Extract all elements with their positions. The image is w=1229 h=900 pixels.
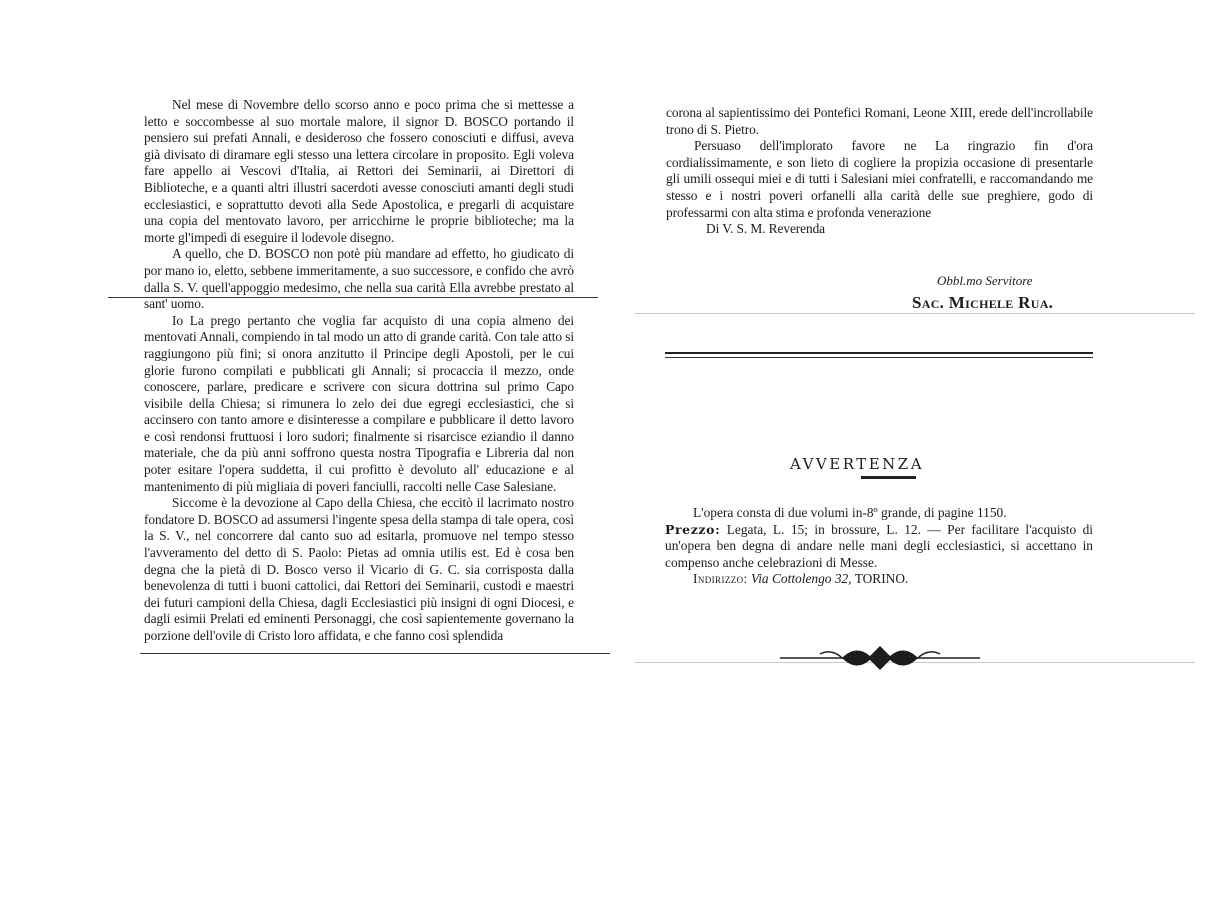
ornament-flourish-icon	[780, 640, 980, 676]
address-line	[665, 571, 1093, 588]
notice-line: L'opera consta di due volumi in-8º grande, di pagine 1150.	[693, 505, 1007, 520]
left-text-column	[144, 97, 574, 645]
fold-crease-line	[140, 653, 610, 654]
double-rule-top	[665, 352, 1093, 354]
address-street: Via Cottolengo 32,	[751, 571, 852, 587]
fold-crease-line	[635, 313, 1195, 314]
right-page	[615, 0, 1229, 900]
paragraph: corona al sapientissimo dei Pontefici Romani, Leone XIII, erede dell'incrollabile trono di S. Pietro.	[666, 105, 1093, 137]
price-line	[665, 522, 1093, 572]
left-page	[0, 0, 614, 900]
paragraph: Persuaso dell'implorato favore ne La ringrazio fin d'ora cordialissimamente, e son lieto di cogliere la propizia occasione di presentarle gli umili ossequi miei e di tutti i Salesiani miei confratelli, e raccomandando me stesso e i nostri poveri orfanelli alla carità delle sue preghiere, godo di professarmi con alta stima e profonda venerazione	[666, 138, 1093, 220]
paragraph: A quello, che D. BOSCO non potè più mandare ad effetto, ho giudicato di por mano io, eletto, sebbene immeritamente, a suo successore, e confido che avrò dalla S. V. quell'appoggio medesimo, che nella sua carità Ella avrebbe prestato al sant' uomo.	[144, 246, 574, 312]
address-city: TORINO.	[854, 571, 909, 587]
address-label: Indirizzo:	[693, 571, 748, 587]
paragraph: Nel mese di Novembre dello scorso anno e poco prima che si mettesse a letto e soccombesse al suo mortale malore, il signor D. BOSCO portando il pensiero sui prefati Annali, e desideroso che fossero conosciuti e diffusi, aveva già divisato di diramare egli stesso una lettera circolare in proposito. Egli voleva fare appello ai Vescovi d'Italia, ai Rettori dei Seminarii, ai Direttori di Biblioteche, e a quanti altri illustri sacerdoti avesse conosciuti amanti degli studi ecclesiastici, e soprattutto devoti alla Sede Apostolica, e pregarli di acquistare una copia del mentovato lavoro, per arricchirne le proprie biblioteche; ma la morte gl'impedì di eseguire il lodevole disegno.	[144, 97, 574, 245]
signoff-title: Obbl.mo Servitore	[937, 273, 1033, 288]
closing-salutation: Di V. S. M. Reverenda	[706, 221, 826, 237]
double-rule-bottom	[665, 357, 1093, 358]
price-text: Legata, L. 15; in brossure, L. 12. — Per facilitare l'acquisto di un'opera ben degna di andare nelle mani degli ecclesiastici, si accettano in compenso anche celebrazioni di Messe.	[665, 521, 1093, 570]
notice-block	[665, 505, 1093, 588]
paragraph: Io La prego pertanto che voglia far acquisto di una copia almeno dei mentovati Annali, compiendo in tal modo un atto di grande carità. Con tale atto si raggiungono più fini; si onora anzitutto il Principe degli Apostoli, per le cui glorie furono compilati e pubblicati gli Annali; si procaccia il mezzo, onde conoscere, parlare, predicare e scrivere con sicura dottrina sul primo Capo visibile della Chiesa; si rimunera lo zelo dei due egregi ecclesiastici, che si accinsero con tanto amore e disinteresse a compilare e pubblicare il detto lavoro e così rendonsi fruttuosi i loro sudori; finalmente si risarcisce eziandio il danno materiale, che da più anni soffrono questa nostra Tipografia e Libreria dal non poter esitare l'opera suddetta, il cui profitto è devoluto all' educazione e al mantenimento di più migliaia di poveri fanciulli, raccolti nelle Case Salesiane.	[144, 312, 574, 494]
price-label: Prezzo:	[665, 521, 721, 537]
notice-heading: AVVERTENZA	[790, 455, 925, 473]
signature-name: Sac. Michele Rua.	[912, 293, 1054, 312]
paragraph: Siccome è la devozione al Capo della Chiesa, che eccitò il lacrimato nostro fondatore D. BOSCO ad assumersi l'ingente spesa della stampa di tale opera, così la S. V., nel concorrere dal canto suo ad esitarla, promuove nel tempo stesso l'avveramento del detto di S. Paolo: Pietas ad omnia utilis est. Ed è cosa ben degna che la pietà di D. Bosco verso il Vicario di G. C. sia corrisposta dalla benevolenza di tutti i buoni cattolici, dai Rettori dei Seminarii, custodi e maestri dei futuri campioni della Chiesa, dagli Ecclesiastici più insigni di ogni Diocesi, e dagli esimii Prelati ed eminenti Personaggi, che così sapientemente governano la porzione dell'ovile di Cristo loro affidata, e che fanno così splendida	[144, 495, 574, 643]
fold-crease-line	[108, 297, 598, 298]
heading-underline	[861, 476, 916, 479]
right-text-column	[666, 105, 1093, 238]
